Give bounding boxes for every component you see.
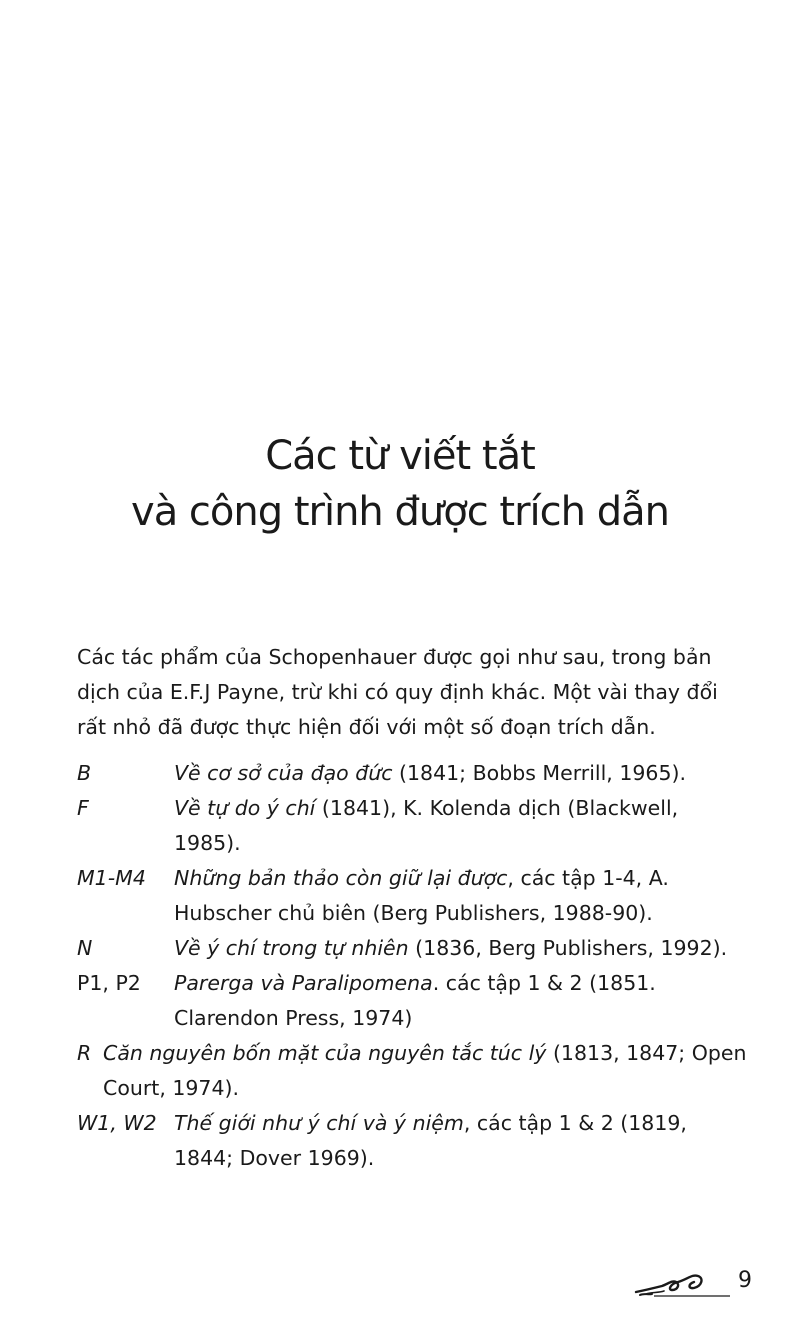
chapter-title: [0, 428, 800, 540]
abbreviation-item-f: [77, 791, 749, 861]
work-details: . các tập 1 & 2 (1851. Clarendon Press, 1974): [174, 971, 656, 1030]
abbreviation-key: W1, W2: [77, 1111, 157, 1135]
abbreviation-description: [174, 861, 749, 931]
abbreviation-description: [174, 791, 749, 861]
abbreviation-item-r: [77, 1036, 749, 1106]
chapter-title-line-2: và công trình được trích dẫn: [131, 489, 669, 535]
work-details: (1836, Berg Publishers, 1992).: [408, 936, 728, 960]
work-title: Thế giới như ý chí và ý niệm: [174, 1111, 464, 1135]
work-title: Những bản thảo còn giữ lại được: [174, 866, 508, 890]
work-details: (1841; Bobbs Merrill, 1965).: [392, 761, 687, 785]
abbreviation-key: R: [77, 1041, 92, 1065]
abbreviation-item-p1-p2: [77, 966, 749, 1036]
abbreviation-key: N: [77, 936, 93, 960]
work-title: Về ý chí trong tự nhiên: [174, 936, 409, 960]
abbreviation-description: [174, 931, 749, 966]
abbreviation-item-m1-m4: [77, 861, 749, 931]
abbreviation-item-n: [77, 931, 749, 966]
abbreviation-item-b: [77, 756, 749, 791]
intro-paragraph: Các tác phẩm của Schopenhauer được gọi như sau, trong bản dịch của E.F.J Payne, trừ khi có quy định khác. Một vài thay đổi rất nhỏ đã được thực hiện đối với một số đoạn trích dẫn.: [77, 645, 718, 739]
abbreviation-list: [77, 756, 749, 1176]
work-title: Căn nguyên bốn mặt của nguyên tắc túc lý: [103, 1041, 547, 1065]
work-details: (1813, 1847; Open Court, 1974).: [103, 1041, 747, 1100]
flourish-ornament-icon: [632, 1262, 732, 1302]
abbreviation-key: F: [77, 796, 89, 820]
abbreviation-description: [174, 1106, 749, 1176]
work-details: , các tập 1-4, A. Hubscher chủ biên (Berg Publishers, 1988-90).: [174, 866, 669, 925]
page-footer: [632, 1262, 752, 1302]
work-details: , các tập 1 & 2 (1819, 1844; Dover 1969).: [174, 1111, 687, 1170]
work-details: (1841), K. Kolenda dịch (Blackwell, 1985).: [174, 796, 679, 855]
page-number: 9: [738, 1268, 752, 1293]
work-title: Parerga và Paralipomena: [174, 971, 433, 995]
abbreviation-description: [174, 756, 749, 791]
chapter-title-line-1: Các từ viết tắt: [265, 433, 535, 479]
abbreviation-key: M1-M4: [77, 866, 146, 890]
work-title: Về cơ sở của đạo đức: [174, 761, 393, 785]
abbreviation-description: [174, 966, 749, 1036]
abbreviation-key: P1, P2: [77, 971, 141, 995]
abbreviation-item-w1-w2: [77, 1106, 749, 1176]
abbreviation-description: [103, 1036, 749, 1106]
work-title: Về tự do ý chí: [174, 796, 316, 820]
abbreviation-key: B: [77, 761, 92, 785]
